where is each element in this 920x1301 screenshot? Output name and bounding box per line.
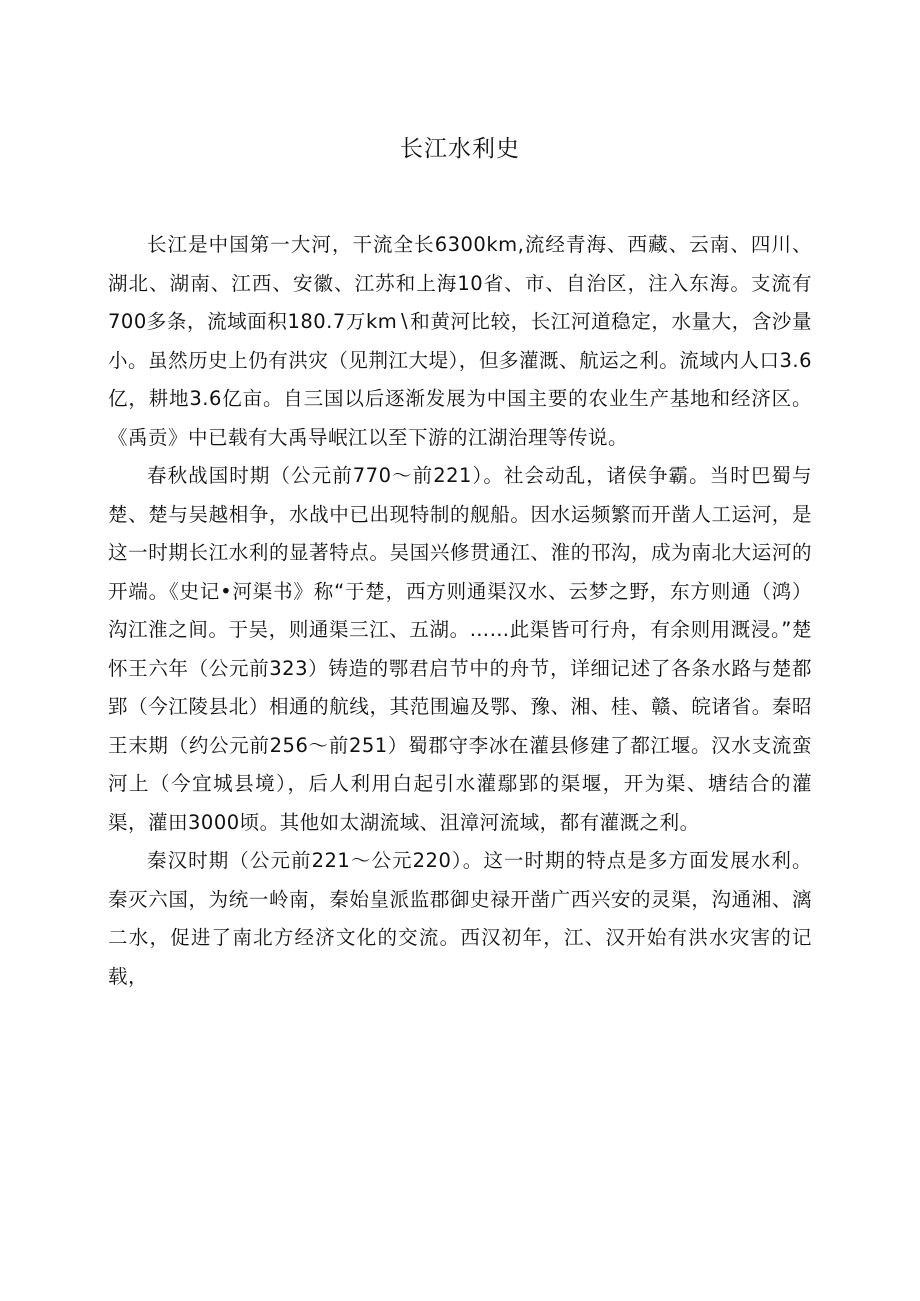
paragraph-spring-autumn: 春秋战国时期（公元前770～前221）。社会动乱，诸侯争霸。当时巴蜀与楚、楚与吴越相争，水战中已出现特制的舰船。因水运频繁而开凿人工运河，是这一时期长江水利的显著特点。吴国兴修贯通江、淮的邗沟，成为南北大运河的开端。《史记•河渠书》称“于楚，西方则通渠汉水、云梦之野，东方则通（鸿）沟江淮之间。于吴，则通渠三江、五湖。……此渠皆可行舟，有余则用溉浸。”楚怀王六年（公元前323）铸造的鄂君启节中的舟节，详细记述了各条水路与楚都郢（今江陵县北）相通的航线，其范围遍及鄂、豫、湘、桂、赣、皖诸省。秦昭王末期（约公元前256～前251）蜀郡守李冰在灌县修建了都江堰。汉水支流蛮河上（今宜城县境），后人利用白起引水灌鄢郢的渠堰，开为渠、塘结合的灌渠，灌田3000顷。其他如太湖流域、沮漳河流域，都有灌溉之利。 (108, 464, 812, 834)
paragraph-qin-han: 秦汉时期（公元前221～公元220）。这一时期的特点是多方面发展水利。秦灭六国，为统一岭南，秦始皇派监郡御史禄开凿广西兴安的灵渠，沟通湘、漓二水，促进了南北方经济文化的交流。西汉初年，江、汉开始有洪水灾害的记载， (108, 849, 812, 988)
paragraph-intro: 长江是中国第一大河，干流全长6300km,流经青海、西藏、云南、四川、湖北、湖南、江西、安徽、江苏和上海10省、市、自治区，注入东海。支流有700多条，流域面积180.7万km∖和黄河比较，长江河道稳定，水量大，含沙量小。虽然历史上仍有洪灾（见荆江大堤），但多灌溉、航运之利。流域内人口3.6亿，耕地3.6亿亩。自三国以后逐渐发展为中国主要的农业生产基地和经济区。《禹贡》中已载有大禹导岷江以至下游的江湖治理等传说。 (108, 233, 812, 449)
document-title: 长江水利史 (400, 136, 520, 162)
document-body (108, 226, 812, 996)
